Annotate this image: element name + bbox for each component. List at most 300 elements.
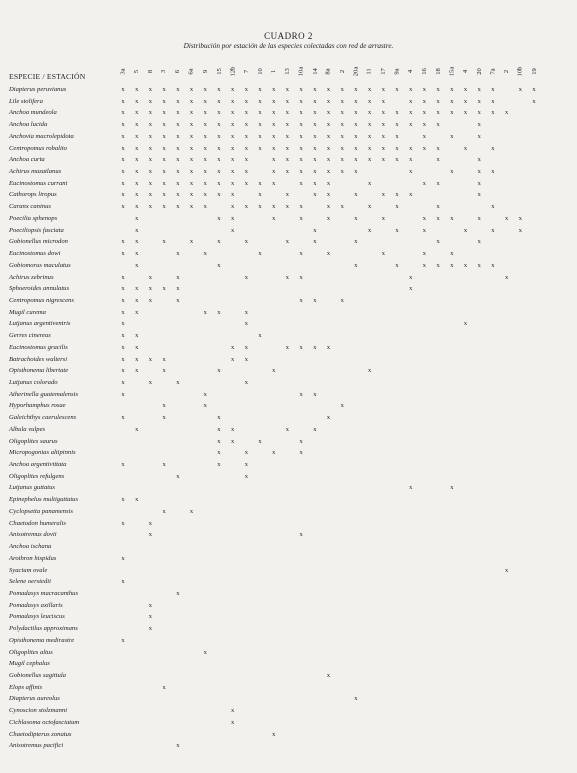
presence-mark: x	[121, 636, 125, 644]
species-name: Gobionellus sagittula	[9, 672, 66, 679]
presence-mark: x	[148, 121, 152, 129]
presence-mark: x	[313, 191, 317, 199]
presence-mark: x	[299, 156, 303, 164]
presence-mark: x	[121, 86, 125, 93]
presence-mark: x	[121, 367, 125, 375]
presence-mark: x	[121, 554, 125, 562]
presence-mark: x	[148, 625, 152, 633]
species-name: Gerres cinereus	[9, 332, 51, 340]
presence-mark: x	[244, 168, 248, 176]
species-name: Opisthonema libertate	[9, 367, 69, 375]
presence-mark: x	[121, 414, 125, 422]
presence-mark: x	[135, 86, 139, 93]
presence-mark: x	[217, 308, 221, 316]
presence-mark: x	[477, 261, 481, 269]
presence-mark: x	[436, 86, 440, 93]
presence-mark: x	[135, 214, 139, 222]
table-row	[0, 717, 577, 728]
presence-mark: x	[326, 672, 331, 679]
table-row	[0, 107, 577, 118]
species-name: Centropomus robalito	[9, 144, 67, 152]
presence-mark: x	[189, 507, 194, 515]
presence-mark: x	[217, 449, 221, 457]
table-row	[0, 154, 577, 165]
presence-mark: x	[367, 367, 372, 375]
presence-mark: x	[176, 379, 180, 386]
table-row	[0, 541, 577, 552]
presence-mark: x	[477, 156, 481, 164]
station-header-6	[199, 58, 211, 84]
presence-mark: x	[148, 168, 152, 176]
presence-mark: x	[299, 273, 303, 281]
presence-mark: x	[340, 121, 344, 129]
species-name: Micropogonias altipinnis	[9, 449, 76, 457]
presence-mark: x	[354, 121, 358, 129]
table-row	[0, 283, 577, 294]
presence-mark: x	[409, 168, 413, 176]
presence-mark: x	[381, 156, 385, 164]
presence-mark: x	[326, 250, 331, 258]
presence-mark: x	[477, 179, 481, 187]
presence-mark: x	[189, 238, 194, 246]
presence-mark: x	[367, 109, 372, 117]
station-label: 11	[366, 67, 374, 75]
presence-mark: x	[176, 589, 180, 597]
presence-mark: x	[121, 168, 125, 176]
station-label: 3a	[119, 67, 127, 75]
presence-mark: x	[477, 168, 481, 176]
presence-mark: x	[148, 144, 152, 152]
presence-mark: x	[354, 238, 358, 246]
species-name: Lutjanus guttatus	[9, 484, 55, 492]
presence-mark: x	[409, 121, 413, 129]
presence-mark: x	[121, 461, 125, 469]
presence-mark: x	[272, 132, 276, 140]
presence-mark: x	[285, 273, 289, 281]
station-label: 8	[146, 69, 154, 73]
table-row	[0, 705, 577, 716]
species-name: Epinephelus multiguttatus	[9, 496, 79, 504]
presence-mark: x	[176, 109, 180, 117]
presence-mark: x	[258, 179, 262, 187]
presence-mark: x	[176, 156, 180, 164]
station-header-19	[377, 58, 389, 84]
presence-mark: x	[148, 203, 152, 211]
presence-mark: x	[381, 86, 385, 93]
presence-mark: x	[285, 343, 289, 351]
station-label: 7	[242, 69, 250, 73]
presence-mark: x	[258, 332, 262, 340]
presence-mark: x	[272, 449, 276, 457]
presence-mark: x	[409, 273, 413, 281]
presence-mark: x	[244, 121, 248, 129]
table-row	[0, 330, 577, 341]
species-name: Pomadasys axillaris	[9, 601, 63, 609]
presence-mark: x	[176, 86, 180, 93]
species-name: Caranx caninus	[9, 203, 51, 211]
presence-mark: x	[244, 97, 248, 105]
presence-mark: x	[148, 156, 152, 164]
presence-mark: x	[244, 156, 248, 164]
presence-mark: x	[285, 86, 289, 93]
presence-mark: x	[244, 449, 248, 457]
presence-mark: x	[148, 601, 152, 609]
presence-mark: x	[121, 109, 125, 117]
station-header-1	[131, 58, 143, 84]
presence-mark: x	[285, 203, 289, 211]
presence-mark: x	[340, 168, 344, 176]
presence-mark: x	[135, 203, 139, 211]
presence-mark: x	[326, 132, 331, 140]
presence-mark: x	[395, 203, 399, 211]
presence-mark: x	[477, 191, 481, 199]
table-row	[0, 201, 577, 212]
station-label: 6	[174, 69, 182, 73]
presence-mark: x	[203, 308, 207, 316]
presence-mark: x	[176, 472, 180, 480]
station-label: 16	[420, 67, 428, 75]
presence-mark: x	[121, 250, 125, 258]
species-name: Gobionellus microdon	[9, 238, 68, 246]
presence-mark: x	[354, 144, 358, 152]
table-row	[0, 529, 577, 540]
presence-mark: x	[217, 132, 221, 140]
presence-mark: x	[162, 238, 166, 246]
presence-mark: x	[409, 86, 413, 93]
presence-mark: x	[244, 179, 248, 187]
presence-mark: x	[354, 132, 358, 140]
station-header-0	[117, 58, 129, 84]
station-label: 14	[311, 67, 319, 75]
presence-mark: x	[491, 97, 495, 105]
presence-mark: x	[313, 296, 317, 304]
presence-mark: x	[162, 132, 166, 140]
presence-mark: x	[367, 226, 372, 234]
presence-mark: x	[491, 86, 495, 93]
presence-mark: x	[203, 390, 207, 398]
species-name: Oligoplites saurus	[9, 437, 58, 445]
presence-mark: x	[313, 168, 317, 176]
presence-mark: x	[285, 97, 289, 105]
table-row	[0, 436, 577, 447]
presence-mark: x	[463, 109, 468, 117]
presence-mark: x	[381, 97, 385, 105]
presence-mark: x	[381, 132, 385, 140]
presence-mark: x	[422, 109, 426, 117]
presence-mark: x	[381, 109, 385, 117]
presence-mark: x	[162, 203, 166, 211]
presence-mark: x	[162, 355, 166, 363]
presence-mark: x	[121, 390, 125, 398]
presence-mark: x	[409, 156, 413, 164]
station-header-16	[336, 58, 348, 84]
presence-mark: x	[436, 97, 440, 105]
station-header-5	[186, 58, 198, 84]
presence-mark: x	[340, 109, 344, 117]
presence-mark: x	[354, 261, 358, 269]
presence-mark: x	[244, 238, 248, 246]
presence-mark: x	[409, 484, 413, 492]
presence-mark: x	[217, 437, 221, 445]
presence-mark: x	[491, 226, 495, 234]
presence-mark: x	[326, 156, 331, 164]
presence-mark: x	[217, 156, 221, 164]
table-row	[0, 178, 577, 189]
presence-mark: x	[230, 109, 235, 117]
presence-mark: x	[409, 144, 413, 152]
station-header-23	[432, 58, 444, 84]
station-header-17	[350, 58, 362, 84]
presence-mark: x	[189, 97, 194, 105]
presence-mark: x	[272, 367, 276, 375]
presence-mark: x	[230, 132, 235, 140]
presence-mark: x	[504, 566, 509, 574]
presence-mark: x	[203, 191, 207, 199]
presence-mark: x	[313, 238, 317, 246]
presence-mark: x	[326, 203, 331, 211]
presence-mark: x	[422, 132, 426, 140]
species-name: Albula vulpes	[9, 425, 46, 433]
station-header-10	[254, 58, 266, 84]
presence-mark: x	[189, 121, 194, 129]
presence-mark: x	[450, 168, 454, 176]
presence-mark: x	[189, 179, 194, 187]
presence-mark: x	[299, 214, 303, 222]
presence-mark: x	[135, 132, 139, 140]
presence-mark: x	[313, 86, 317, 93]
presence-mark: x	[354, 191, 358, 199]
station-header-15	[323, 58, 335, 84]
table-row	[0, 424, 577, 435]
table-row	[0, 96, 577, 107]
presence-mark: x	[230, 343, 235, 351]
table-row	[0, 248, 577, 259]
presence-mark: x	[162, 156, 166, 164]
table-row	[0, 236, 577, 247]
presence-mark: x	[504, 214, 509, 222]
presence-mark: x	[313, 343, 317, 351]
station-label: 10	[256, 67, 264, 75]
presence-mark: x	[135, 496, 139, 504]
presence-mark: x	[121, 121, 125, 129]
presence-mark: x	[135, 191, 139, 199]
presence-mark: x	[230, 214, 235, 222]
station-label: 20	[475, 67, 483, 75]
station-label: 4	[407, 69, 415, 73]
presence-mark: x	[148, 273, 152, 281]
presence-mark: x	[162, 144, 166, 152]
presence-mark: x	[217, 414, 221, 422]
presence-mark: x	[176, 121, 180, 129]
table-row	[0, 494, 577, 505]
presence-mark: x	[491, 144, 495, 152]
presence-mark: x	[285, 238, 289, 246]
species-name: Syacium ovale	[9, 566, 48, 574]
presence-mark: x	[272, 97, 276, 105]
table-row	[0, 189, 577, 200]
presence-mark: x	[203, 179, 207, 187]
presence-mark: x	[477, 97, 481, 105]
presence-mark: x	[217, 238, 221, 246]
presence-mark: x	[422, 261, 426, 269]
presence-mark: x	[340, 203, 344, 211]
presence-mark: x	[162, 168, 166, 176]
presence-mark: x	[230, 144, 235, 152]
presence-mark: x	[244, 132, 248, 140]
presence-mark: x	[189, 109, 194, 117]
species-name: Selene oerstedii	[9, 578, 51, 586]
presence-mark: x	[217, 461, 221, 469]
presence-mark: x	[272, 86, 276, 93]
presence-mark: x	[272, 179, 276, 187]
presence-mark: x	[121, 578, 125, 586]
station-label: 7a	[489, 67, 497, 75]
presence-mark: x	[367, 156, 372, 164]
presence-mark: x	[148, 179, 152, 187]
presence-mark: x	[313, 226, 317, 234]
table-row	[0, 647, 577, 658]
presence-mark: x	[203, 402, 207, 410]
presence-mark: x	[299, 203, 303, 211]
station-header-2	[144, 58, 156, 84]
presence-mark: x	[244, 144, 248, 152]
presence-mark: x	[354, 168, 358, 176]
station-header-30	[528, 58, 540, 84]
table-row	[0, 565, 577, 576]
presence-mark: x	[313, 144, 317, 152]
station-label: 2	[338, 69, 346, 73]
presence-mark: x	[299, 121, 303, 129]
presence-mark: x	[272, 121, 276, 129]
presence-mark: x	[299, 531, 303, 539]
presence-mark: x	[285, 425, 289, 433]
presence-mark: x	[176, 97, 180, 105]
presence-mark: x	[272, 144, 276, 152]
presence-mark: x	[395, 132, 399, 140]
species-name: Gobiomorus maculatus	[9, 261, 71, 269]
presence-mark: x	[313, 390, 317, 398]
presence-mark: x	[230, 718, 235, 726]
presence-mark: x	[422, 226, 426, 234]
presence-mark: x	[217, 109, 221, 117]
presence-mark: x	[285, 132, 289, 140]
table-row	[0, 318, 577, 329]
presence-mark: x	[313, 425, 317, 433]
presence-mark: x	[121, 320, 125, 328]
presence-mark: x	[340, 156, 344, 164]
species-name: Hyporhamphus rosae	[9, 402, 66, 410]
presence-mark: x	[230, 425, 235, 433]
presence-mark: x	[272, 156, 276, 164]
station-header-14	[309, 58, 321, 84]
station-label: 2	[503, 69, 511, 73]
presence-mark: x	[230, 97, 235, 105]
presence-mark: x	[299, 250, 303, 258]
species-name: Diapterus aureolus	[9, 695, 60, 703]
presence-mark: x	[135, 109, 139, 117]
presence-mark: x	[326, 109, 331, 117]
presence-mark: x	[203, 156, 207, 164]
table-row	[0, 225, 577, 236]
presence-mark: x	[491, 168, 495, 176]
presence-mark: x	[381, 191, 385, 199]
presence-mark: x	[121, 273, 125, 281]
presence-mark: x	[313, 97, 317, 105]
presence-mark: x	[326, 97, 331, 105]
presence-mark: x	[189, 203, 194, 211]
presence-mark: x	[162, 367, 166, 375]
presence-mark: x	[244, 86, 248, 93]
presence-mark: x	[299, 343, 303, 351]
presence-mark: x	[203, 132, 207, 140]
presence-mark: x	[354, 214, 358, 222]
station-label: 4	[461, 69, 469, 73]
presence-mark: x	[189, 86, 194, 93]
presence-mark: x	[450, 261, 454, 269]
presence-mark: x	[395, 156, 399, 164]
species-name: Mugil curema	[9, 308, 46, 316]
station-header-21	[405, 58, 417, 84]
presence-mark: x	[121, 285, 125, 293]
presence-mark: x	[258, 203, 262, 211]
presence-mark: x	[176, 250, 180, 258]
species-name: Elops affinis	[9, 683, 43, 691]
presence-mark: x	[299, 437, 303, 445]
presence-mark: x	[354, 695, 358, 703]
presence-mark: x	[258, 132, 262, 140]
presence-mark: x	[340, 296, 344, 304]
presence-mark: x	[244, 343, 248, 351]
station-header-13	[295, 58, 307, 84]
species-name: Cynoscion stolzmanni	[9, 707, 68, 715]
presence-mark: x	[217, 261, 221, 269]
table-row	[0, 600, 577, 611]
species-name: Polydactilus approximans	[9, 625, 78, 633]
table-row	[0, 670, 577, 681]
presence-mark: x	[299, 390, 303, 398]
station-label: 3	[160, 69, 168, 73]
species-name: Anchoa lucida	[9, 121, 48, 129]
table-row	[0, 447, 577, 458]
station-header-7	[213, 58, 225, 84]
species-name: Opisthonema medirastre	[9, 636, 75, 644]
presence-mark: x	[230, 437, 235, 445]
table-row	[0, 553, 577, 564]
presence-mark: x	[162, 461, 166, 469]
presence-mark: x	[326, 168, 331, 176]
species-name: Pomadasys macracanthus	[9, 589, 79, 597]
presence-mark: x	[121, 132, 125, 140]
presence-mark: x	[217, 97, 221, 105]
species-name: Chaetodipterus zonatus	[9, 730, 72, 738]
presence-mark: x	[299, 109, 303, 117]
presence-mark: x	[491, 203, 495, 211]
presence-mark: x	[244, 461, 248, 469]
station-label: 1	[270, 69, 278, 73]
station-header-29	[514, 58, 526, 84]
species-name: Cichlasoma octofasciatum	[9, 718, 80, 726]
station-label: 9	[201, 69, 209, 73]
presence-mark: x	[532, 86, 536, 93]
species-name: Arothron hispidus	[9, 554, 57, 562]
presence-mark: x	[135, 355, 139, 363]
station-header-25	[460, 58, 472, 84]
presence-mark: x	[299, 144, 303, 152]
presence-mark: x	[504, 109, 509, 117]
species-name: Poeciliopsis fasciata	[9, 226, 64, 234]
table-row	[0, 342, 577, 353]
presence-mark: x	[121, 355, 125, 363]
